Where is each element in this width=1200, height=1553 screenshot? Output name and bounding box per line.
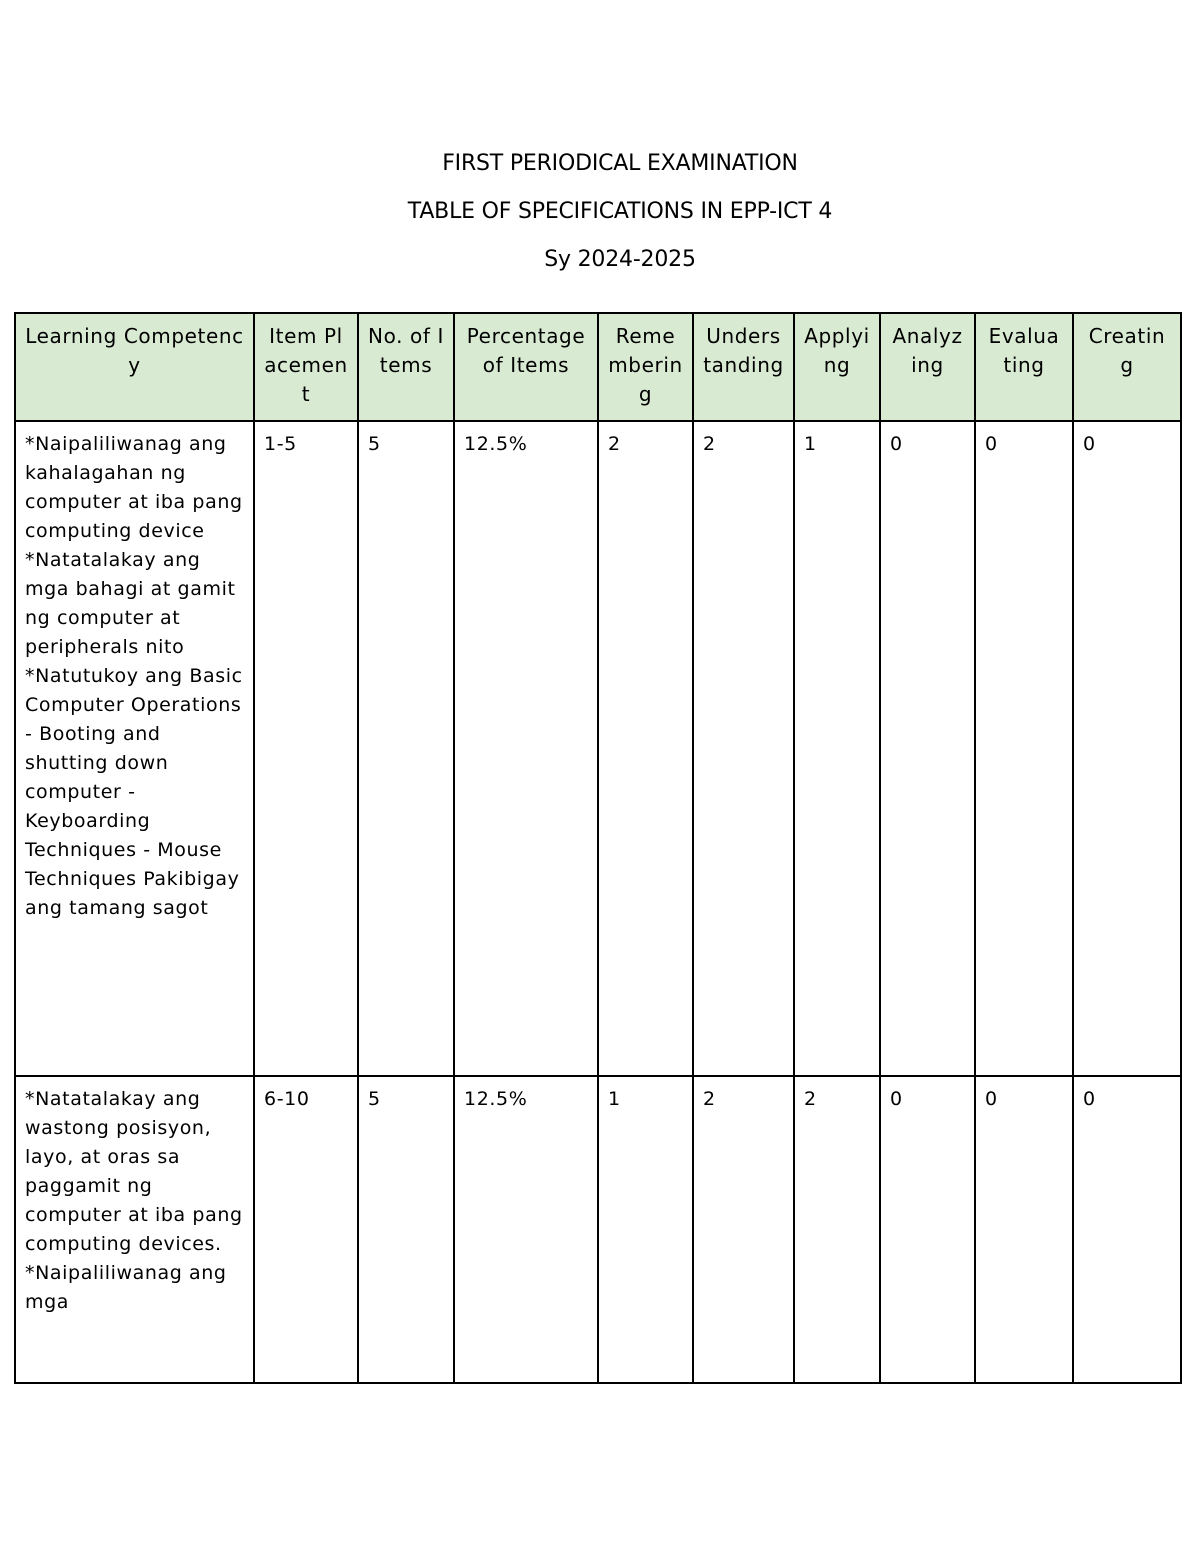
items-cell: 5	[358, 1076, 454, 1383]
items-cell: 5	[358, 421, 454, 1076]
percentage-cell: 12.5%	[454, 1076, 598, 1383]
creating-cell: 0	[1073, 421, 1181, 1076]
understanding-cell: 2	[693, 1076, 794, 1383]
header-evaluating: Evaluating	[975, 313, 1073, 421]
exam-title: FIRST PERIODICAL EXAMINATION	[442, 151, 798, 176]
specifications-table	[14, 312, 1182, 1384]
remembering-cell: 1	[598, 1076, 693, 1383]
header-remembering: Remembering	[598, 313, 693, 421]
header-learning-competency: Learning Competency	[15, 313, 254, 421]
header-percentage: Percentage of Items	[454, 313, 598, 421]
header-understanding: Understanding	[693, 313, 794, 421]
placement-cell: 1-5	[254, 421, 358, 1076]
creating-cell: 0	[1073, 1076, 1181, 1383]
placement-cell: 6-10	[254, 1076, 358, 1383]
remembering-cell: 2	[598, 421, 693, 1076]
understanding-cell: 2	[693, 421, 794, 1076]
table-title: TABLE OF SPECIFICATIONS IN EPP-ICT 4	[407, 199, 833, 224]
competency-cell: *Natatalakay ang wastong posisyon, layo, at oras sa paggamit ng computer at iba pang computing devices. *Naipaliliwanag ang mga	[15, 1076, 254, 1383]
document-title-block	[0, 140, 1200, 284]
applying-cell: 2	[794, 1076, 880, 1383]
school-year: Sy 2024-2025	[544, 247, 696, 272]
header-no-of-items: No. of Items	[358, 313, 454, 421]
header-analyzing: Analyzing	[880, 313, 975, 421]
competency-cell: *Naipaliliwanag ang kahalagahan ng computer at iba pang computing device *Natatalakay ang mga bahagi at gamit ng computer at peripherals nito *Natutukoy ang Basic Computer Operations - Booting and shutting down computer - Keyboarding Techniques - Mouse Techniques Pakibigay ang tamang sagot	[15, 421, 254, 1076]
table-row	[15, 1076, 1181, 1383]
evaluating-cell: 0	[975, 421, 1073, 1076]
analyzing-cell: 0	[880, 421, 975, 1076]
table-header-row	[15, 313, 1181, 421]
table-row	[15, 421, 1181, 1076]
header-applying: Applying	[794, 313, 880, 421]
header-item-placement: Item Placement	[254, 313, 358, 421]
analyzing-cell: 0	[880, 1076, 975, 1383]
applying-cell: 1	[794, 421, 880, 1076]
header-creating: Creating	[1073, 313, 1181, 421]
percentage-cell: 12.5%	[454, 421, 598, 1076]
evaluating-cell: 0	[975, 1076, 1073, 1383]
